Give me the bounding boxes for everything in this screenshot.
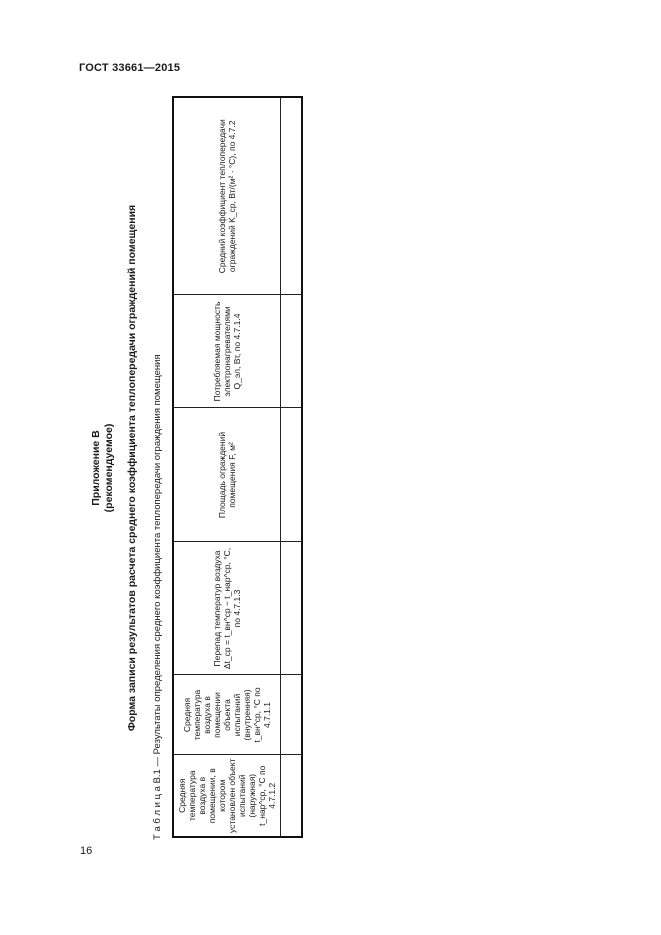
table-header-row — [173, 97, 281, 837]
form-title: Форма записи результатов расчета среднего коэффициента теплопередачи ограждений помещения — [126, 204, 138, 732]
column-header: Площадь ограждений помещения F, м² — [173, 408, 281, 542]
table-cell — [281, 295, 303, 408]
table-caption: Т а б л и ц а В.1 — Результаты определения среднего коэффициента теплопередачи ограждения помещения — [152, 354, 163, 840]
appendix-heading — [90, 93, 116, 843]
rotated-content — [90, 93, 285, 843]
table-cell — [281, 675, 303, 755]
table-cell — [281, 97, 303, 295]
page-number: 16 — [80, 845, 93, 857]
table-cell — [281, 408, 303, 542]
document-header: ГОСТ 33661—2015 — [79, 62, 181, 74]
table-cell — [281, 755, 303, 837]
column-header: Потребляемая мощность электронагревателями Q_эл, Вт, по 4.7.1.4 — [173, 295, 281, 408]
appendix-subtitle: (рекомендуемое) — [103, 423, 115, 513]
column-header: Средняя температура воздуха в помещении, в котором установлен объект испытаний (наружная) t_нар^ср, °С по 4.7.1.2 — [173, 755, 281, 837]
table-cell — [281, 542, 303, 675]
column-header: Перепад температур воздуха Δt_ср = t_вн^ср − t_нар^ср, °С, по 4.7.1.3 — [173, 542, 281, 675]
column-header: Средний коэффициент теплопередачи ограждений K_ср, Вт/(м² · °С), по 4.7.2 — [173, 97, 281, 295]
column-header: Средняя температура воздуха в помещении объекта испытаний (внутренняя) t_вн^ср, °С по 4.7.1.1 — [173, 675, 281, 755]
table-row — [281, 97, 303, 837]
appendix-title: Приложение В — [90, 430, 102, 506]
results-table — [172, 96, 303, 838]
